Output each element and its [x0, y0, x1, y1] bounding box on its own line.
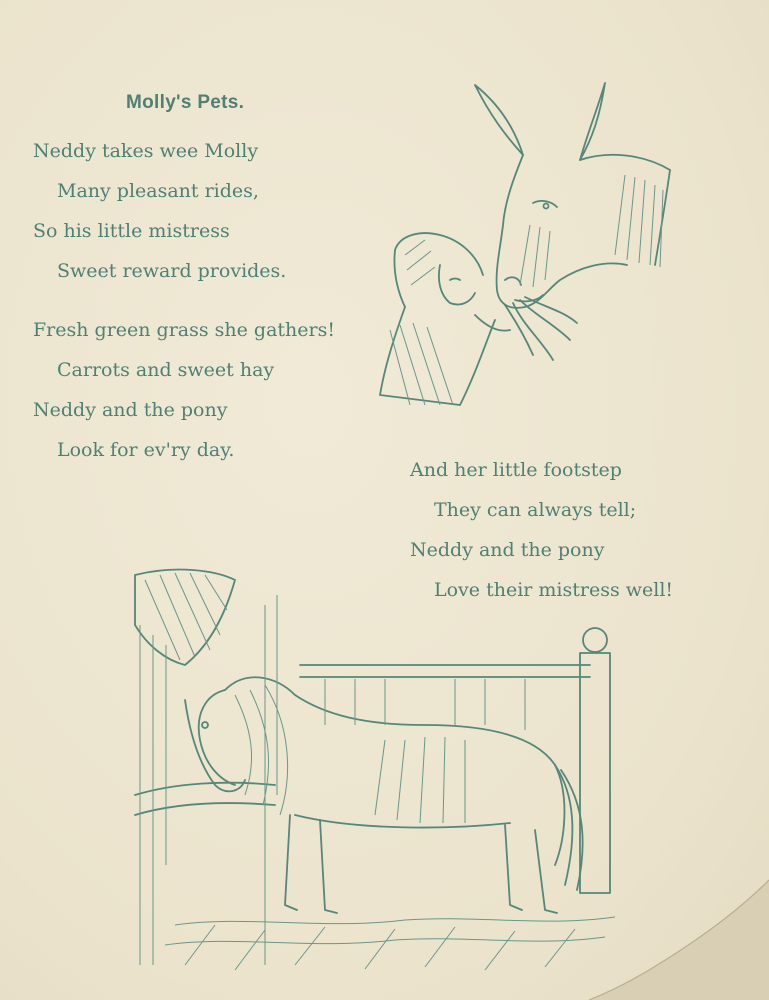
girl-donkey-illustration: [365, 75, 685, 425]
verse-line: Carrots and sweet hay: [57, 359, 275, 381]
verse-line: Neddy and the pony: [33, 399, 228, 421]
verse-line: Many pleasant rides,: [57, 180, 259, 202]
stanza-1: [33, 131, 286, 291]
verse-line: Fresh green grass she gathers!: [33, 319, 336, 341]
verse-line: And her little footstep: [410, 459, 622, 481]
verse-line: Neddy and the pony: [410, 539, 605, 561]
stanza-2: [33, 310, 335, 470]
pony-stable-illustration: [125, 565, 625, 985]
verse-line: They can always tell;: [434, 499, 637, 521]
torn-corner: [589, 880, 769, 1000]
verse-line: Sweet reward provides.: [57, 260, 287, 282]
verse-line: So his little mistress: [33, 220, 230, 242]
verse-line: Love their mistress well!: [434, 579, 674, 601]
poem-title: Molly's Pets.: [126, 92, 245, 113]
verse-line: Neddy takes wee Molly: [33, 140, 259, 162]
verse-line: Look for ev'ry day.: [57, 439, 235, 461]
